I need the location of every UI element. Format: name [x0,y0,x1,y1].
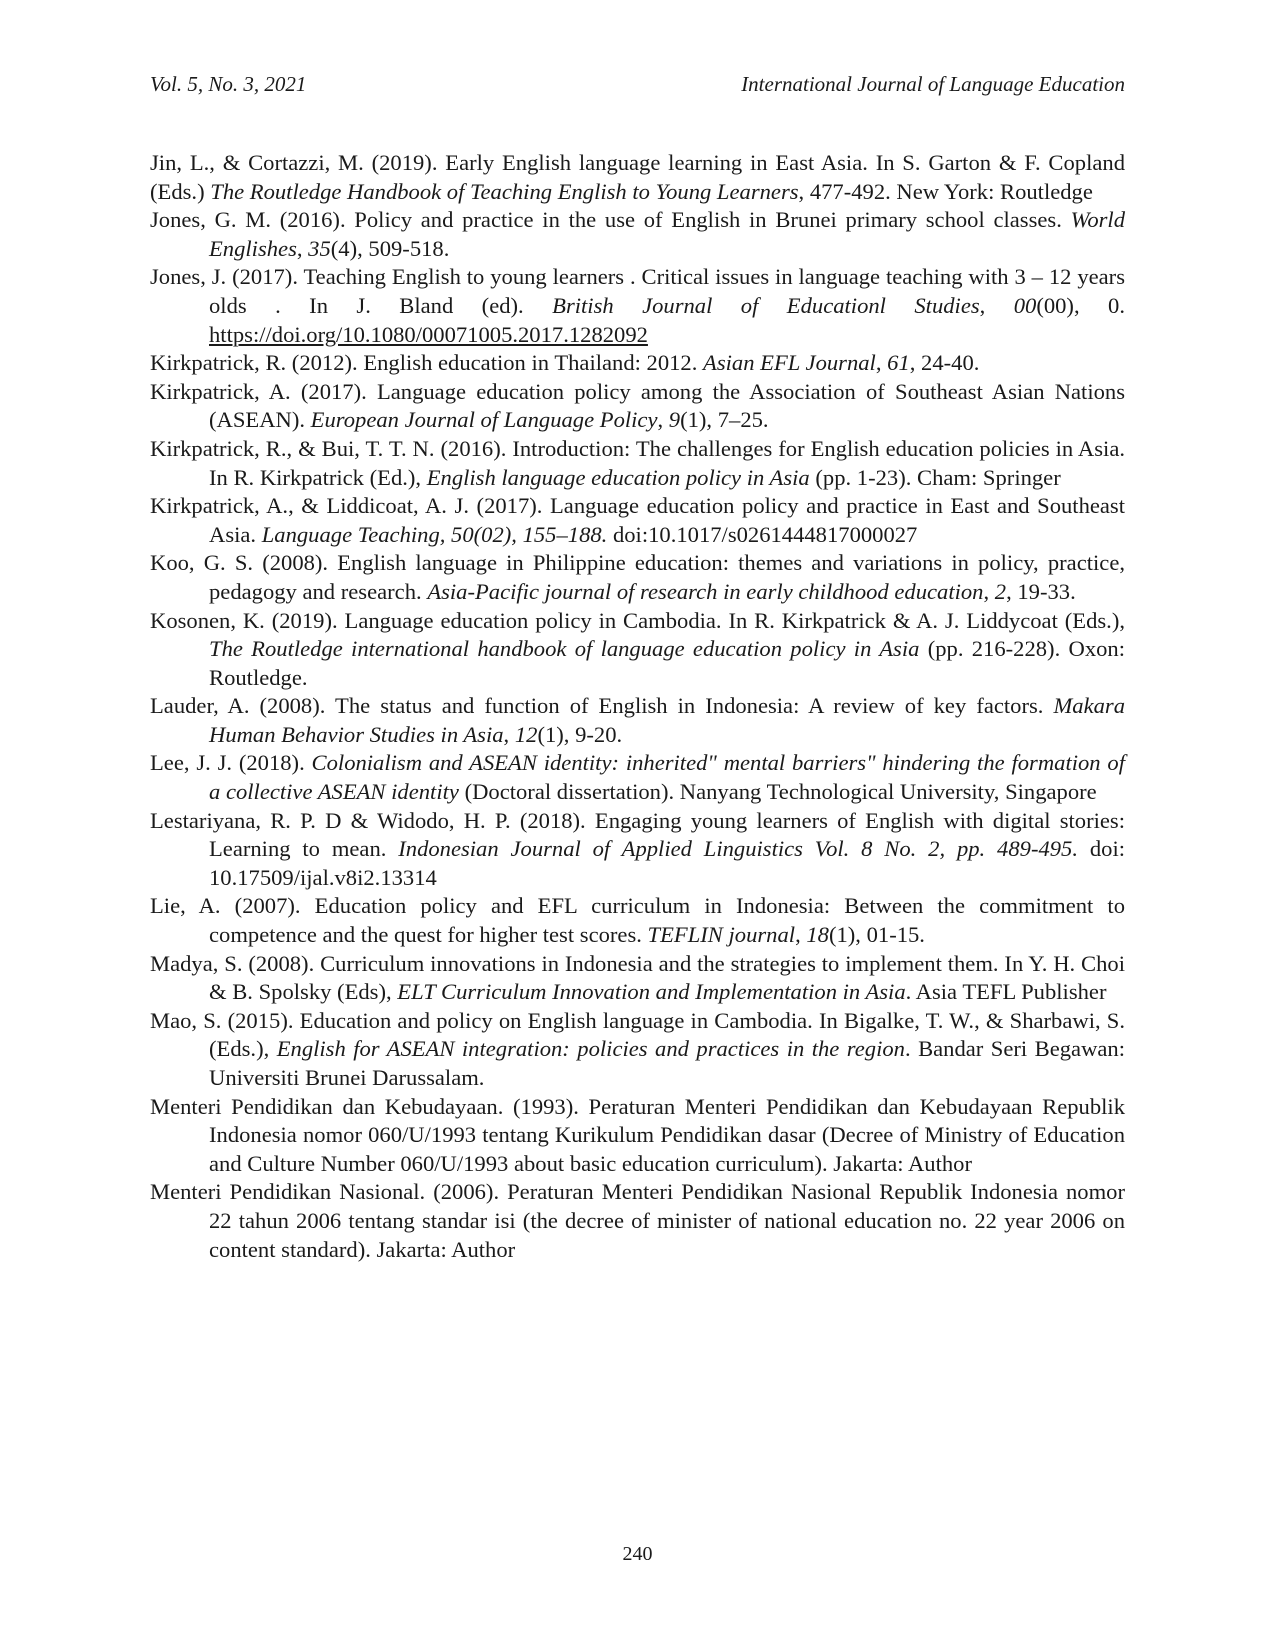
reference-entry: Madya, S. (2008). Curriculum innovations in Indonesia and the strategies to implement them. In Y. H. Choi & B. Spolsky (Eds), ELT Curriculum Innovation and Implementation in Asia. Asia TEFL Publisher [150,950,1125,1005]
reference-list [150,149,1125,1264]
running-header [150,72,1125,102]
doi-link[interactable]: https://doi.org/10.1080/00071005.2017.1282092 [209,321,648,347]
reference-entry: Lee, J. J. (2018). Colonialism and ASEAN identity: inherited" mental barriers" hindering the formation of a collective ASEAN identity (Doctoral dissertation). Nanyang Technological University, Singapore [150,750,1125,805]
reference-entry: Mao, S. (2015). Education and policy on English language in Cambodia. In Bigalke, T. W., & Sharbawi, S. (Eds.), English for ASEAN integration: policies and practices in the region. Bandar Seri Begawan: Universiti Brunei Darussalam. [150,1007,1126,1090]
volume-issue: Vol. 5, No. 3, 2021 [150,72,307,96]
reference-entry: Lauder, A. (2008). The status and function of English in Indonesia: A review of key factors. Makara Human Behavior Studies in Asia, 12(1), 9-20. [150,693,1125,747]
reference-entry: Kirkpatrick, R. (2012). English education in Thailand: 2012. Asian EFL Journal, 61, 24-40. [150,350,980,376]
reference-entry: Menteri Pendidikan Nasional. (2006). Peraturan Menteri Pendidikan Nasional Republik Indonesia nomor 22 tahun 2006 tentang standar isi (the decree of minister of national education no. 22 year 2006 on content standard). Jakarta: Author [150,1179,1125,1262]
reference-entry: Lestariyana, R. P. D & Widodo, H. P. (2018). Engaging young learners of English with digital stories: Learning to mean. Indonesian Journal of Applied Linguistics Vol. 8 No. 2, pp. 489-495. doi: 10.17509/ijal.v8i2.13314 [150,807,1126,890]
reference-entry: Kirkpatrick, A. (2017). Language education policy among the Association of Southeast Asian Nations (ASEAN). European Journal of Language Policy, 9(1), 7–25. [150,378,1125,433]
page-number: 240 [622,1543,653,1565]
reference-entry: Kosonen, K. (2019). Language education policy in Cambodia. In R. Kirkpatrick & A. J. Liddycoat (Eds.), The Routledge international handbook of language education policy in Asia (pp. 216-228). Oxon: Routledge. [150,607,1125,690]
reference-entry: Kirkpatrick, R., & Bui, T. T. N. (2016). Introduction: The challenges for English education policies in Asia. In R. Kirkpatrick (Ed.), English language education policy in Asia (pp. 1-23). Cham: Springer [150,435,1125,490]
reference-entry: Jones, J. (2017). Teaching English to young learners . Critical issues in language teaching with 3 – 12 years olds . In J. Bland (ed). British Journal of Educationl Studies, 00(00), 0. https://doi.org/10.1080/00071005.2017.1282092 [150,264,1125,347]
reference-entry: Jones, G. M. (2016). Policy and practice in the use of English in Brunei primary school classes. World Englishes, 35(4), 509-518. [150,207,1125,261]
reference-entry: Menteri Pendidikan dan Kebudayaan. (1993). Peraturan Menteri Pendidikan dan Kebudayaan Republik Indonesia nomor 060/U/1993 tentang Kurikulum Pendidikan dasar (Decree of Ministry of Education and Culture Number 060/U/1993 about basic education curriculum). Jakarta: Author [150,1093,1125,1176]
reference-entry: Kirkpatrick, A., & Liddicoat, A. J. (2017). Language education policy and practice in East and Southeast Asia. Language Teaching, 50(02), 155–188. doi:10.1017/s0261444817000027 [150,493,1125,547]
reference-entry: Jin, L., & Cortazzi, M. (2019). Early English language learning in East Asia. In S. Garton & F. Copland (Eds.) The Routledge Handbook of Teaching English to Young Learners, 477-492. New York: Routledge [150,150,1125,204]
journal-title: International Journal of Language Education [741,72,1125,96]
reference-entry: Koo, G. S. (2008). English language in Philippine education: themes and variations in policy, practice, pedagogy and research. Asia-Pacific journal of research in early childhood education, 2, 19-33. [150,550,1125,604]
reference-entry: Lie, A. (2007). Education policy and EFL curriculum in Indonesia: Between the commitment to competence and the quest for higher test scores. TEFLIN journal, 18(1), 01-15. [150,893,1125,948]
